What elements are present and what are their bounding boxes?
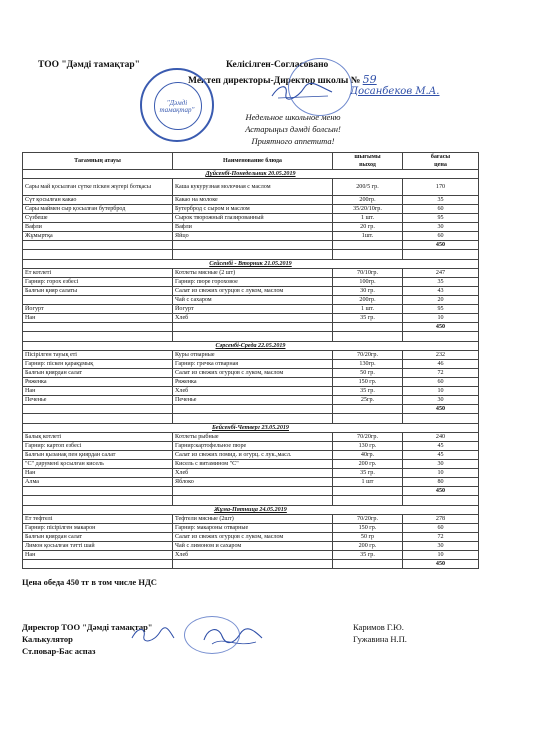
dish-name-kz: "С" дәрумені қосылған кисель — [23, 460, 173, 469]
table-row — [23, 460, 479, 469]
welcome-line-2: Астарыңыз дәмді болсын! — [245, 124, 341, 134]
total-empty — [23, 560, 173, 569]
dish-name-kz: Нан — [23, 469, 173, 478]
dish-name-ru: Гарнир:картофельное пюре — [173, 442, 333, 451]
dish-price: 10 — [403, 469, 479, 478]
footer-calc-label: Калькулятор — [22, 634, 73, 644]
dish-output: 150 гр. — [333, 524, 403, 533]
dish-name-ru: Вафли — [173, 223, 333, 232]
dish-output: 200 гр. — [333, 542, 403, 551]
dish-name-ru: Сырок творожный глазированный — [173, 214, 333, 223]
dish-name-kz: Гарнир: піскен қарақұмық — [23, 360, 173, 369]
dish-output: 35 гр. — [333, 469, 403, 478]
dish-price: 35 — [403, 196, 479, 205]
dish-price: 72 — [403, 533, 479, 542]
dish-name-ru: Йогурт — [173, 305, 333, 314]
dish-name-ru: Гарнир: макароны отварные — [173, 524, 333, 533]
footer-cook-label: Ст.повар-Бас аспаз — [22, 646, 96, 656]
dish-name-kz: Пісірілген тауық еті — [23, 351, 173, 360]
table-row — [23, 542, 479, 551]
dish-price: 10 — [403, 314, 479, 323]
total-empty — [333, 405, 403, 414]
spacer-cell — [23, 414, 173, 424]
day-total: 450 — [403, 560, 479, 569]
table-row — [23, 369, 479, 378]
spacer-cell — [403, 496, 479, 506]
school-number: 59 — [362, 73, 377, 86]
dish-name-ru: Гарнир: гречка отварная — [173, 360, 333, 369]
stamp-brand-line2: тамақтар" — [159, 106, 195, 114]
dish-price: 278 — [403, 515, 479, 524]
spacer-cell — [173, 496, 333, 506]
dish-price: 170 — [403, 179, 479, 196]
dish-name-kz: Сары май қосылған сүтке піскен жүгері ботқасы — [23, 179, 173, 196]
dish-output: 35 гр. — [333, 551, 403, 560]
dish-name-kz: Балғын қызанақ пен қиярдан салат — [23, 451, 173, 460]
dish-name-ru: Какао на молоке — [173, 196, 333, 205]
dish-name-ru: Тефтели мясные (2шт) — [173, 515, 333, 524]
total-empty — [23, 405, 173, 414]
table-row — [23, 469, 479, 478]
table-row — [23, 396, 479, 405]
dish-name-ru: Чай с сахаром — [173, 296, 333, 305]
table-row — [23, 524, 479, 533]
header-price-ru: цена — [403, 161, 479, 170]
dish-output: 150 гр. — [333, 378, 403, 387]
dish-price: 80 — [403, 478, 479, 487]
dish-name-ru: Чай с лимоном и сахаром — [173, 542, 333, 551]
footer-director-name: Каримов Г.Ю. — [353, 622, 404, 632]
spacer-row — [23, 332, 479, 342]
dish-name-kz: Жұмыртқа — [23, 232, 173, 241]
dish-name-kz: Гарнир: пісірілген макарон — [23, 524, 173, 533]
dish-name-ru: Печенье — [173, 396, 333, 405]
dish-name-ru: Хлеб — [173, 314, 333, 323]
spacer-cell — [23, 332, 173, 342]
dish-name-ru: Хлеб — [173, 469, 333, 478]
spacer-cell — [333, 250, 403, 260]
agreed-label: Келісілген-Согласовано — [226, 60, 329, 70]
day-title-row — [23, 506, 479, 515]
dish-price: 95 — [403, 305, 479, 314]
spacer-cell — [173, 250, 333, 260]
dish-name-kz: Ет котлеті — [23, 269, 173, 278]
day-title: Дүйсенбі-Понедельник 20.05.2019 — [23, 170, 479, 179]
total-empty — [23, 323, 173, 332]
dish-name-kz: Вафли — [23, 223, 173, 232]
header-dish-kz: Тағамның атауы — [23, 153, 173, 170]
day-total-row — [23, 405, 479, 414]
table-row — [23, 433, 479, 442]
total-empty — [333, 560, 403, 569]
spacer-cell — [333, 414, 403, 424]
total-empty — [333, 241, 403, 250]
table-row — [23, 442, 479, 451]
dish-name-kz: Гарнир: горох езбесі — [23, 278, 173, 287]
dish-name-ru: Салат из свежих огурцов с луком, маслом — [173, 533, 333, 542]
total-empty — [333, 487, 403, 496]
school-stamp-icon — [288, 58, 352, 116]
day-title-row — [23, 170, 479, 179]
dish-name-kz: Сүзбеше — [23, 214, 173, 223]
dish-price: 20 — [403, 296, 479, 305]
welcome-line-3: Приятного аппетита! — [251, 136, 335, 146]
stamp-brand-line1: "Дәмді — [166, 99, 188, 107]
table-row — [23, 287, 479, 296]
dish-price: 72 — [403, 369, 479, 378]
header-price-kz: бағасы — [403, 153, 479, 162]
dish-name-kz: Гарнир: картоп езбесі — [23, 442, 173, 451]
dish-name-kz: Ет тефтелі — [23, 515, 173, 524]
dish-price: 35 — [403, 278, 479, 287]
dish-name-kz: Балғын қияр салаты — [23, 287, 173, 296]
dish-price: 10 — [403, 387, 479, 396]
spacer-cell — [403, 414, 479, 424]
dish-output: 35 гр. — [333, 314, 403, 323]
spacer-row — [23, 414, 479, 424]
total-empty — [333, 323, 403, 332]
dish-name-ru: Бутерброд с сыром и маслом — [173, 205, 333, 214]
header-output-kz: шығымы — [333, 153, 403, 162]
dish-price: 60 — [403, 232, 479, 241]
dish-name-kz: Лимон қосылған тәтті шай — [23, 542, 173, 551]
total-empty — [173, 323, 333, 332]
dish-name-ru: Котлеты мясные (2 шт) — [173, 269, 333, 278]
spacer-cell — [333, 332, 403, 342]
dish-name-ru: Куры отварные — [173, 351, 333, 360]
dish-name-kz: Ряженка — [23, 378, 173, 387]
table-row — [23, 387, 479, 396]
dish-name-ru: Салат из свежих огурцов с луком, маслом — [173, 287, 333, 296]
spacer-cell — [403, 250, 479, 260]
spacer-cell — [403, 332, 479, 342]
dish-output: 70/20гр. — [333, 433, 403, 442]
dish-price: 30 — [403, 396, 479, 405]
dish-price: 232 — [403, 351, 479, 360]
dish-output: 50 гр. — [333, 369, 403, 378]
dish-price: 60 — [403, 524, 479, 533]
welcome-line-1: Недельное школьное меню — [245, 112, 341, 122]
day-total-row — [23, 323, 479, 332]
total-empty — [173, 241, 333, 250]
dish-output: 1 шт. — [333, 214, 403, 223]
dish-name-ru: Гарнир: пюре гороховое — [173, 278, 333, 287]
day-total-row — [23, 487, 479, 496]
dish-output: 70/20гр. — [333, 515, 403, 524]
lunch-price-note: Цена обеда 450 тг в том числе НДС — [22, 577, 157, 587]
table-row — [23, 232, 479, 241]
header-dish-ru: Наименование блюда — [173, 153, 333, 170]
spacer-cell — [23, 496, 173, 506]
spacer-row — [23, 496, 479, 506]
footer-calc-name: Гужавина Н.П. — [353, 634, 407, 644]
dish-output: 70/10гр. — [333, 269, 403, 278]
dish-name-ru: Яблоко — [173, 478, 333, 487]
day-title: Жұма-Пятница 24.05.2019 — [23, 506, 479, 515]
footer-director-label: Директор ТОО "Дәмді тамақтар" — [22, 622, 153, 632]
dish-output: 200/5 гр. — [333, 179, 403, 196]
dish-name-ru: Яйцо — [173, 232, 333, 241]
spacer-cell — [333, 496, 403, 506]
dish-name-kz: Балғын қиярдан салат — [23, 369, 173, 378]
dish-output: 50 гр — [333, 533, 403, 542]
dish-name-ru: Хлеб — [173, 551, 333, 560]
table-row — [23, 278, 479, 287]
table-row — [23, 223, 479, 232]
dish-output: 25гр. — [333, 396, 403, 405]
day-total: 450 — [403, 323, 479, 332]
dish-name-kz: Нан — [23, 387, 173, 396]
dish-output: 1 шт — [333, 478, 403, 487]
dish-price: 30 — [403, 460, 479, 469]
dish-name-kz: Печенье — [23, 396, 173, 405]
table-row — [23, 214, 479, 223]
table-row — [23, 451, 479, 460]
dish-name-kz: Балғын қиярдан салат — [23, 533, 173, 542]
dish-output: 35/20/10гр. — [333, 205, 403, 214]
dish-price: 95 — [403, 214, 479, 223]
total-empty — [173, 405, 333, 414]
table-row — [23, 478, 479, 487]
table-row — [23, 360, 479, 369]
table-row — [23, 378, 479, 387]
table-row — [23, 296, 479, 305]
dish-output: 130гр. — [333, 360, 403, 369]
dish-price: 30 — [403, 542, 479, 551]
day-title-row — [23, 342, 479, 351]
spacer-row — [23, 250, 479, 260]
menu-table — [22, 152, 479, 569]
dish-name-kz: Нан — [23, 551, 173, 560]
header-output-ru: выход — [333, 161, 403, 170]
dish-name-kz: Алма — [23, 478, 173, 487]
day-total: 450 — [403, 241, 479, 250]
day-title: Сәрсенбі-Среда 22.05.2019 — [23, 342, 479, 351]
school-director-label: Мектеп директоры-Директор школы № — [188, 76, 361, 86]
dish-output: 1шт. — [333, 232, 403, 241]
dish-name-kz: Нан — [23, 314, 173, 323]
dish-output: 40гр. — [333, 451, 403, 460]
table-row — [23, 351, 479, 360]
dish-name-kz: Сүт қосылған какао — [23, 196, 173, 205]
dish-price: 45 — [403, 451, 479, 460]
table-row — [23, 533, 479, 542]
dish-output: 35 гр. — [333, 387, 403, 396]
total-empty — [173, 487, 333, 496]
dish-price: 30 — [403, 223, 479, 232]
dish-price: 240 — [403, 433, 479, 442]
dish-price: 60 — [403, 378, 479, 387]
total-empty — [23, 487, 173, 496]
table-row — [23, 196, 479, 205]
day-total: 450 — [403, 405, 479, 414]
calc-signature-icon — [128, 624, 178, 646]
dish-price: 60 — [403, 205, 479, 214]
dish-name-kz: Балық котлеті — [23, 433, 173, 442]
day-title-row — [23, 260, 479, 269]
day-title-row — [23, 424, 479, 433]
dish-name-ru: Хлеб — [173, 387, 333, 396]
company-name: ТОО "Дәмді тамақтар" — [38, 60, 140, 70]
dish-output: 70/20гр. — [333, 351, 403, 360]
dish-name-kz — [23, 296, 173, 305]
dish-output: 100гр. — [333, 278, 403, 287]
table-row — [23, 551, 479, 560]
day-total-row — [23, 241, 479, 250]
dish-name-kz: Йогурт — [23, 305, 173, 314]
dish-output: 200гр. — [333, 196, 403, 205]
dish-output: 30 гр. — [333, 287, 403, 296]
day-total: 450 — [403, 487, 479, 496]
dish-output: 130 гр. — [333, 442, 403, 451]
day-title: Сейсенбі - Вторник 21.05.2019 — [23, 260, 479, 269]
dish-name-ru: Котлеты рыбные — [173, 433, 333, 442]
spacer-cell — [23, 250, 173, 260]
director-signature-name: Досанбеков М.А. — [350, 86, 440, 97]
dish-price: 46 — [403, 360, 479, 369]
table-row — [23, 179, 479, 196]
spacer-cell — [173, 414, 333, 424]
footer-stamp-icon — [184, 616, 240, 654]
dish-name-ru: Каша кукурузная молочная с маслом — [173, 179, 333, 196]
dish-name-kz: Сары маймен сыр қосылған бутерброд — [23, 205, 173, 214]
table-row — [23, 205, 479, 214]
dish-price: 10 — [403, 551, 479, 560]
dish-output: 200 гр. — [333, 460, 403, 469]
dish-output: 20 гр. — [333, 223, 403, 232]
dish-name-ru: Кисель с витамином "С" — [173, 460, 333, 469]
dish-name-ru: Салат из свежих помид. и огурц. с лук.,масл. — [173, 451, 333, 460]
dish-output: 200гр. — [333, 296, 403, 305]
total-empty — [23, 241, 173, 250]
total-empty — [173, 560, 333, 569]
table-row — [23, 269, 479, 278]
dish-output: 1 шт. — [333, 305, 403, 314]
dish-name-ru: Ряженка — [173, 378, 333, 387]
dish-name-ru: Салат из свежих огурцов с луком, маслом — [173, 369, 333, 378]
table-row — [23, 305, 479, 314]
spacer-cell — [173, 332, 333, 342]
dish-price: 43 — [403, 287, 479, 296]
table-header-row — [23, 153, 479, 162]
day-total-row — [23, 560, 479, 569]
table-row — [23, 314, 479, 323]
day-title: Бейсенбі-Четверг 23.05.2019 — [23, 424, 479, 433]
dish-price: 45 — [403, 442, 479, 451]
dish-price: 247 — [403, 269, 479, 278]
table-row — [23, 515, 479, 524]
